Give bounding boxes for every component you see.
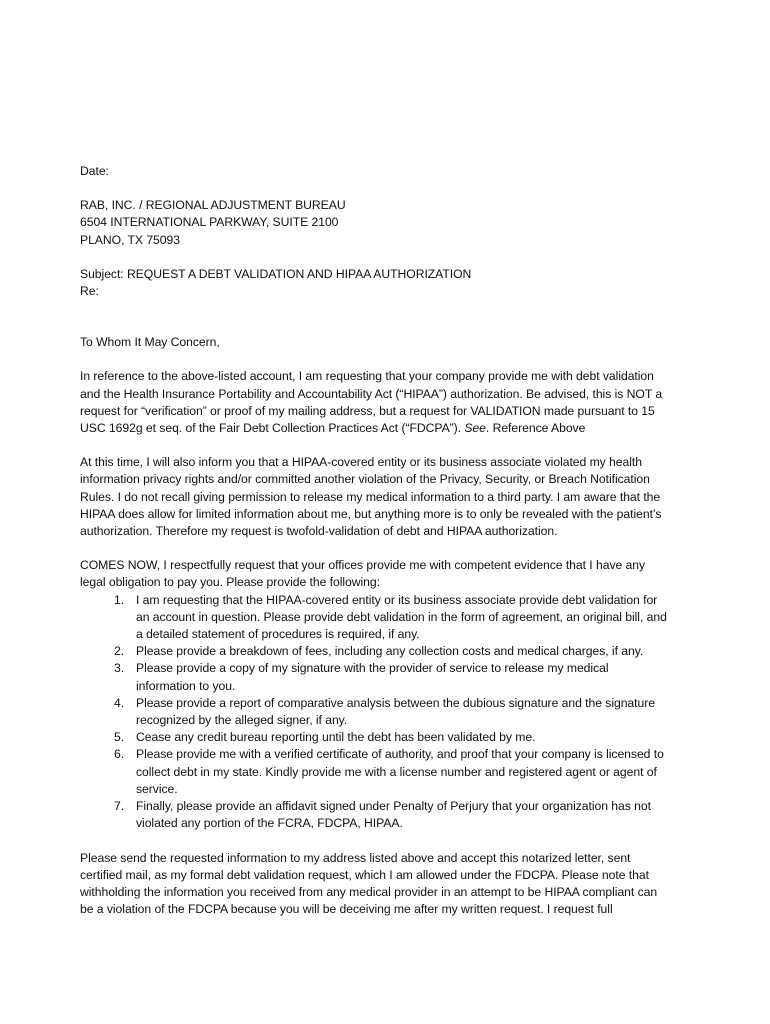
list-text: collect debt in my state. Kindly provide me with a license number and registered agent or agent of <box>136 764 657 779</box>
list-text: Finally, please provide an affidavit signed under Penalty of Perjury that your organization has not <box>136 799 651 814</box>
paragraph-line: information privacy rights and/or committed another violation of the Privacy, Security, or Breach Notification <box>80 472 650 487</box>
recipient-street: 6504 INTERNATIONAL PARKWAY, SUITE 2100 <box>80 215 339 230</box>
spacer <box>80 300 695 334</box>
list-text: information to you. <box>136 678 236 693</box>
spacer <box>80 437 695 454</box>
paragraph-line: legal obligation to pay you. Please provide the following: <box>80 575 380 590</box>
list-item <box>80 643 695 660</box>
list-number: 5. <box>114 730 125 745</box>
list-item <box>80 695 695 729</box>
re-line: Re: <box>80 284 99 299</box>
list-text: an account in question. Please provide debt validation in the form of agreement, an original bill, and <box>136 609 667 624</box>
paragraph-line: HIPAA does allow for limited information about me, but anything more is to only be revealed with the patient’s <box>80 506 662 521</box>
paragraph-line: authorization. Therefore my request is twofold-validation of debt and HIPAA authorization. <box>80 524 558 539</box>
paragraph-line: Please send the requested information to my address listed above and accept this notarized letter, sent <box>80 850 631 865</box>
list-number: 6. <box>114 747 125 762</box>
list-number: 7. <box>114 799 125 814</box>
spacer <box>80 833 695 850</box>
paragraph-line: request for “verification” or proof of my mailing address, but a request for VALIDATION made pursuant to 15 <box>80 403 655 418</box>
paragraph-comes-now <box>80 557 695 591</box>
list-item <box>80 798 695 832</box>
list-text: Please provide a breakdown of fees, including any collection costs and medical charges, if any. <box>136 644 644 659</box>
list-number: 3. <box>114 661 125 676</box>
spacer <box>80 249 695 266</box>
list-number: 1. <box>114 592 125 607</box>
list-item <box>80 592 695 644</box>
paragraph-line: be a violation of the FDCPA because you will be deceiving me after my written request. I request full <box>80 902 613 917</box>
paragraph-line: withholding the information you received from any medical provider in an attempt to be HIPAA compliant can <box>80 884 658 899</box>
spacer <box>80 351 695 368</box>
recipient-name: RAB, INC. / REGIONAL ADJUSTMENT BUREAU <box>80 198 346 213</box>
list-text: Cease any credit bureau reporting until the debt has been validated by me. <box>136 730 536 745</box>
see-italic: See <box>464 421 486 436</box>
date-label: Date: <box>80 164 109 178</box>
recipient-address <box>80 197 695 249</box>
list-text: violated any portion of the FCRA, FDCPA, HIPAA. <box>136 816 403 831</box>
list-text: service. <box>136 781 178 796</box>
spacer <box>80 180 695 197</box>
paragraph-line: certified mail, as my formal debt validation request, which I am allowed under the FDCPA. Please note that <box>80 867 649 882</box>
list-text: recognized by the alleged signer, if any. <box>136 713 348 728</box>
list-text: I am requesting that the HIPAA-covered entity or its business associate provide debt validation for <box>136 592 658 607</box>
list-item <box>80 746 695 798</box>
subject-line: Subject: REQUEST A DEBT VALIDATION AND HIPAA AUTHORIZATION <box>80 266 472 281</box>
request-list <box>80 592 695 833</box>
paragraph-line <box>80 420 695 437</box>
list-text: Please provide a report of comparative analysis between the dubious signature and the signature <box>136 695 655 710</box>
list-item <box>80 660 695 694</box>
list-number: 2. <box>114 644 125 659</box>
spacer <box>80 540 695 557</box>
paragraph-line: and the Health Insurance Portability and Accountability Act (“HIPAA”) authorization. Be advised, this is NOT a <box>80 386 663 401</box>
list-text: Please provide me with a verified certificate of authority, and proof that your company is licensed to <box>136 747 664 762</box>
paragraph-line: Rules. I do not recall giving permission to release my medical information to a third party. I am aware that the <box>80 489 661 504</box>
paragraph-debt-validation <box>80 368 695 437</box>
letter-page <box>80 163 695 918</box>
paragraph-text: . Reference Above <box>485 421 586 436</box>
list-text: Please provide a copy of my signature with the provider of service to release my medical <box>136 661 609 676</box>
list-number: 4. <box>114 695 125 710</box>
paragraph-line: In reference to the above-listed account, I am requesting that your company provide me with debt validation <box>80 369 654 384</box>
paragraph-send-information <box>80 850 695 919</box>
paragraph-text: USC 1692g et seq. of the Fair Debt Collection Practices Act (“FDCPA”). <box>80 421 465 436</box>
recipient-city: PLANO, TX 75093 <box>80 232 180 247</box>
salutation: To Whom It May Concern, <box>80 335 220 350</box>
paragraph-line: COMES NOW, I respectfully request that your offices provide me with competent evidence that I have any <box>80 558 646 573</box>
list-item <box>80 729 695 746</box>
paragraph-hipaa-violation <box>80 454 695 540</box>
list-text: a detailed statement of procedures is required, if any. <box>136 627 420 642</box>
paragraph-line: At this time, I will also inform you that a HIPAA-covered entity or its business associate violated my health <box>80 455 642 470</box>
